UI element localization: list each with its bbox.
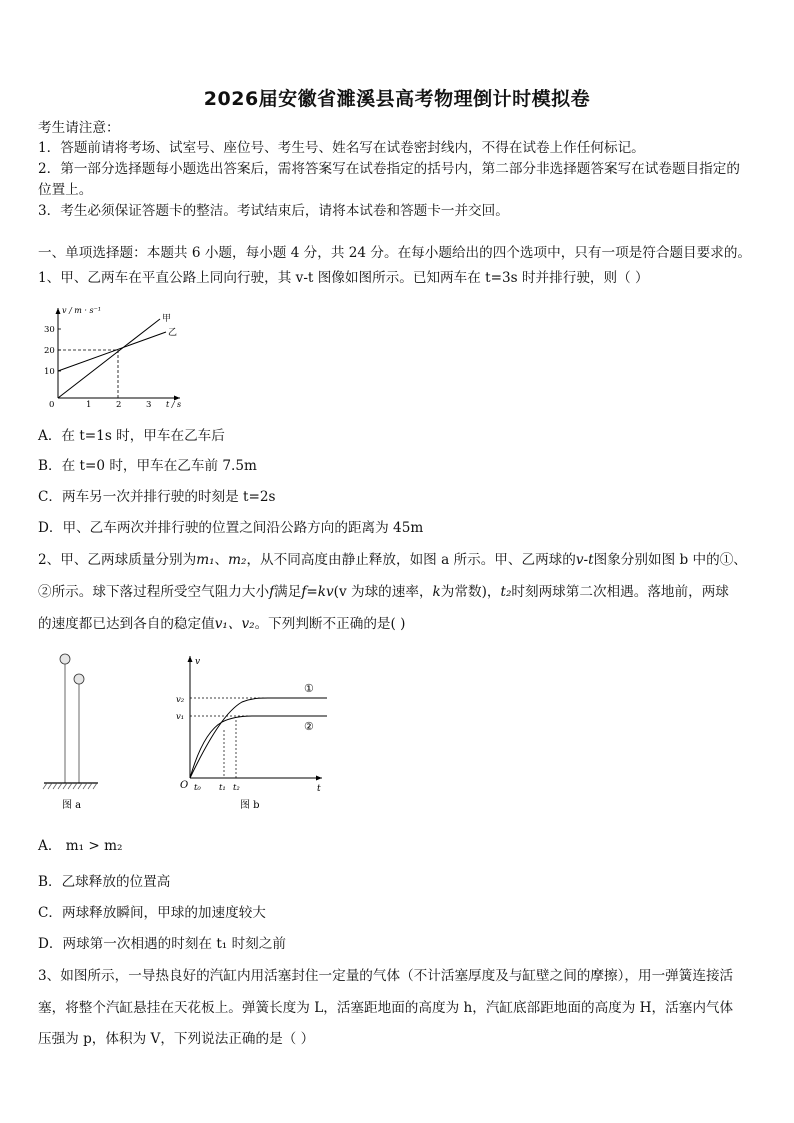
q2-figure-b [172,650,332,812]
q2-stem-line-2: ②所示。球下落过程所受空气阻力大小f满足f=kv(v 为球的速率，k为常数)，t₂时刻两球第二次相遇。落地前，两球 [38,584,729,600]
q1-option-c: C．两车另一次并排行驶的时刻是 t=2s [38,489,276,505]
q2-curve-1 [190,698,327,778]
q2-b-x-axis-label: t [317,784,321,794]
q1-origin-label: 0 [49,400,55,410]
q2-fig-b-caption: 图 b [240,800,260,811]
q1-option-a: A．在 t=1s 时，甲车在乙车后 [38,428,225,444]
q2-option-d: D．两球第一次相遇的时刻在 t₁ 时刻之前 [38,936,286,952]
q2-curve-2-label: ② [304,720,314,733]
ball-yi [74,674,84,684]
q3-stem-line-3: 压强为 p，体积为 V，下列说法正确的是（ ） [38,1031,315,1047]
notice-item-2: 2．第一部分选择题每小题选出答案后，需将答案写在试卷指定的括号内，第二部分非选择题答案写在试卷题目指定的 [38,161,740,177]
q2-curve-1-label: ① [304,682,314,695]
q1-y-tick-30: 30 [44,325,55,335]
q1-series-jia-label: 甲 [162,314,172,324]
notice-item-1: 1．答题前请将考场、试室号、座位号、考生号、姓名写在试卷密封线内，不得在试卷上作任何标记。 [38,140,645,156]
q1-series-yi-line [58,332,166,371]
q2-b-t0-label: t₀ [194,783,201,793]
q2-b-y-axis-label: v [195,657,201,667]
q1-option-b: B．在 t=0 时，甲车在乙车前 7.5m [38,458,257,474]
q2-stem-line-3: 的速度都已达到各自的稳定值v₁、v₂。下列判断不正确的是( ) [38,616,406,632]
q2-fig-a-caption: 图 a [62,800,82,811]
q2-option-c: C．两球释放瞬间，甲球的加速度较大 [38,905,266,921]
page-title: 2026届安徽省濉溪县高考物理倒计时模拟卷 [203,88,591,110]
q1-series-jia-line [58,319,160,398]
q3-stem-line-1: 3、如图所示，一导热良好的汽缸内用活塞封住一定量的气体（不计活塞厚度及与缸壁之间的摩擦），用一弹簧连接活 [38,968,734,984]
q1-x-tick-3: 3 [146,400,152,410]
section-heading: 一、单项选择题：本题共 6 小题，每小题 4 分，共 24 分。在每小题给出的四个选项中，只有一项是符合题目要求的。 [38,245,752,261]
q2-b-v1-label: v₁ [176,712,185,722]
notice-item-3: 3．考生必须保证答题卡的整洁。考试结束后，请将本试卷和答题卡一并交回。 [38,203,509,219]
q3-stem-line-2: 塞，将整个汽缸悬挂在天花板上。弹簧长度为 L，活塞距地面的高度为 h，汽缸底部距地面的高度为 H，活塞内气体 [38,1000,734,1016]
q1-x-axis-label: t / s [166,400,182,409]
notice-item-2-cont: 位置上。 [38,182,93,198]
q2-stem-line-1: 2、甲、乙两球质量分别为m₁、m₂，从不同高度由静止释放，如图 a 所示。甲、乙两球的v-t图象分别如图 b 中的①、 [38,552,747,568]
q2-figure-a [38,650,108,812]
q1-x-tick-1: 1 [86,400,92,410]
q1-option-d: D．甲、乙车两次并排行驶的位置之间沿公路方向的距离为 45m [38,520,424,536]
q1-series-yi-label: 乙 [168,328,178,338]
q2-b-t1-label: t₁ [219,783,226,793]
q1-stem: 1、甲、乙两车在平直公路上同向行驶，其 v-t 图像如图所示。已知两车在 t=3s 时并排行驶，则（ ） [38,270,649,286]
q1-y-axis-label: v / m · s⁻¹ [62,306,102,315]
q2-b-v2-label: v₂ [176,695,185,705]
q1-y-tick-10: 10 [44,367,55,377]
q2-option-a: A． m₁ > m₂ [38,838,123,854]
q1-x-tick-2: 2 [116,400,122,410]
q2-b-origin-label: O [180,780,189,791]
q2-b-t2-label: t₂ [233,783,240,793]
q1-vt-graph [40,304,190,412]
notice-heading: 考生请注意： [38,120,120,136]
q2-option-b: B．乙球释放的位置高 [38,874,171,890]
q1-y-tick-20: 20 [44,346,55,356]
ball-jia [60,654,70,664]
